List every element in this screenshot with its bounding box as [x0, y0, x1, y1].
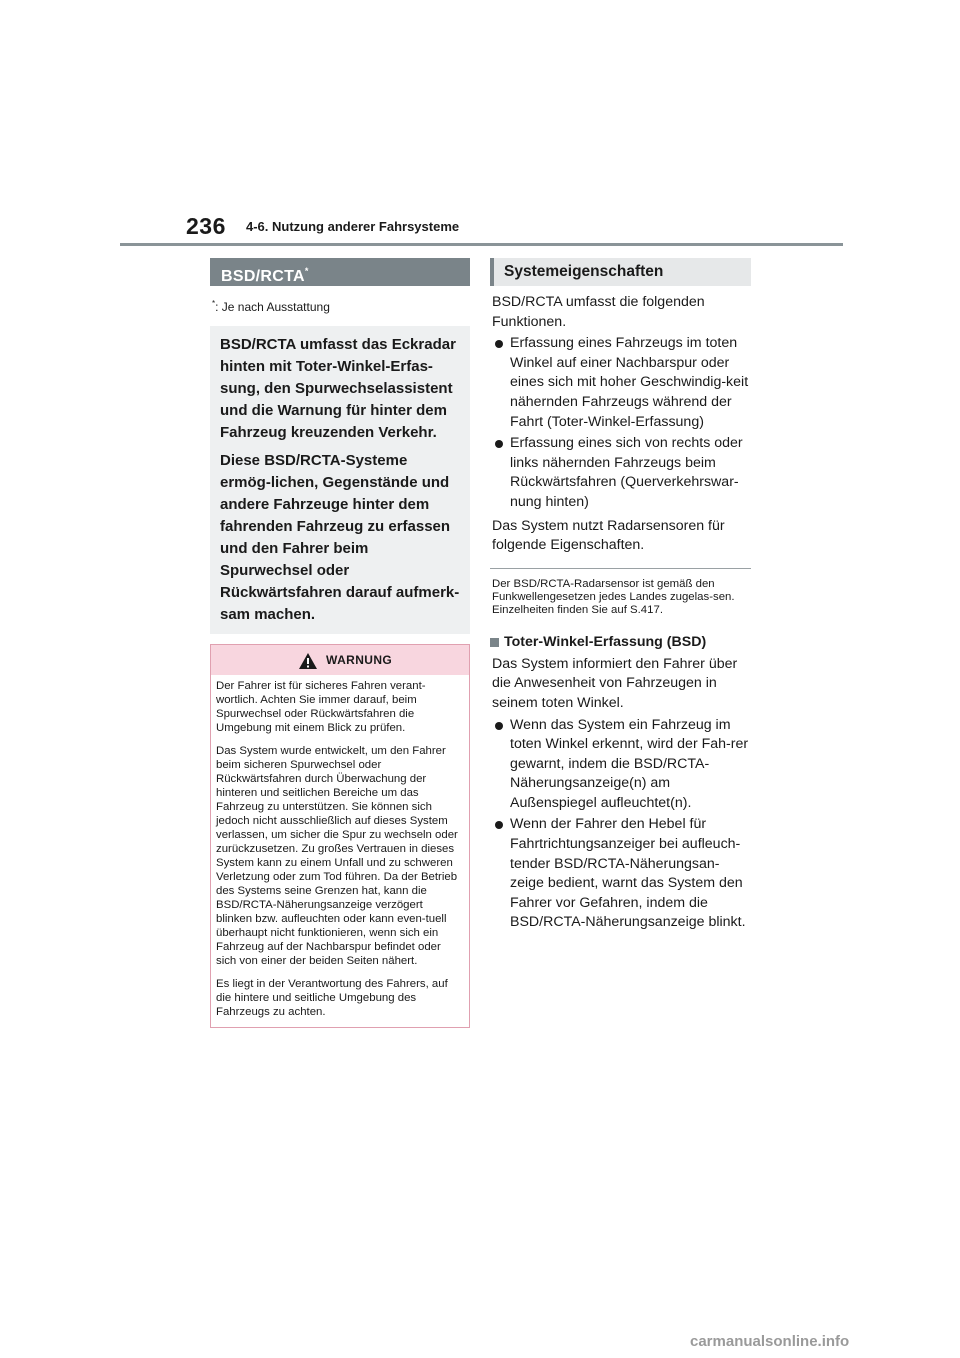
bullet-icon — [495, 340, 503, 348]
intro-paragraph: BSD/RCTA umfasst das Eckradar hinten mit Toter-Winkel-Erfas-sung, den Spurwechselassistent und die Warnung für hinter dem Fahrzeug kreuzenden Verkehr. — [220, 336, 456, 441]
left-column — [210, 258, 470, 1028]
list-item — [490, 434, 751, 512]
chapter-title: 4-6. Nutzung anderer Fahrsysteme — [246, 219, 460, 234]
bsd-list — [490, 716, 751, 934]
square-bullet-icon — [490, 638, 499, 647]
footnote-marker: * — [212, 299, 216, 308]
watermark: carmanualsonline.info — [690, 1333, 850, 1350]
warning-box — [210, 644, 470, 1028]
subheading-text: Toter-Winkel-Erfassung (BSD) — [504, 633, 707, 650]
heading-asterisk: * — [304, 266, 309, 276]
page-number: 236 — [186, 213, 226, 239]
list-item — [490, 815, 751, 933]
warning-header — [211, 645, 469, 675]
section-heading-bsd-rcta — [210, 258, 470, 286]
subheading-bsd — [490, 633, 751, 652]
footnote — [212, 299, 470, 314]
warning-paragraph: Der Fahrer ist für sicheres Fahren verant-wortlich. Achten Sie immer darauf, beim Spurwechsel oder Rückwärtsfahren die Umgebung mit einem Blick zu prüfen. — [216, 680, 426, 734]
intro-box — [210, 326, 470, 634]
list-item-text: Wenn der Fahrer den Hebel für Fahrtrichtungsanzeiger bei aufleuch-tender BSD/RCTA-Näherungsan-zeige bedient, warnt das System den Fahrer vor Gefahren, indem die BSD/RCTA-Näherungsanzeige blinkt. — [510, 816, 746, 931]
bullet-icon — [495, 821, 503, 829]
functions-intro: BSD/RCTA umfasst die folgenden Funktionen. — [492, 294, 705, 330]
note-divider — [490, 568, 751, 569]
warning-title: WARNUNG — [326, 653, 393, 667]
list-item — [490, 334, 751, 432]
list-item-text: Erfassung eines Fahrzeugs im toten Winkel auf einer Nachbarspur oder eines sich mit hoher Geschwindig-keit nähernden Fahrzeugs während der Fahrt (Toter-Winkel-Erfassung) — [510, 335, 749, 430]
list-item-text: Erfassung eines sich von rechts oder links nähernden Fahrzeugs beim Rückwärtsfahren (Querverkehrswar-nung hinten) — [510, 435, 743, 510]
warning-body — [211, 675, 469, 1027]
bsd-intro: Das System informiert den Fahrer über die Anwesenheit von Fahrzeugen in seinem toten Winkel. — [492, 655, 738, 711]
intro-paragraph: Diese BSD/RCTA-Systeme ermög-lichen, Gegenstände und andere Fahrzeuge hinter dem fahrenden Fahrzeug zu erfassen und den Fahrer beim Spurwechsel oder Rückwärtsfahren darauf aufmerk-sam machen. — [220, 452, 460, 623]
warning-paragraph: Es liegt in der Verantwortung des Fahrers, auf die hintere und seitliche Umgebung des Fahrzeugs zu achten. — [216, 978, 448, 1018]
list-item — [490, 716, 751, 814]
section-heading-systemeigenschaften: Systemeigenschaften — [490, 258, 751, 286]
radar-text: Das System nutzt Radarsensoren für folgende Eigenschaften. — [492, 517, 725, 554]
header-rule — [120, 243, 843, 246]
footnote-text: : Je nach Ausstattung — [215, 300, 330, 314]
bullet-icon — [495, 440, 503, 448]
section-heading-text: BSD/RCTA — [221, 268, 305, 285]
right-column — [490, 258, 751, 935]
radar-note: Der BSD/RCTA-Radarsensor ist gemäß den Funkwellengesetzen jedes Landes zugelas-sen. Einzelheiten finden Sie auf S.417. — [492, 577, 735, 616]
warning-triangle-icon — [298, 652, 318, 670]
bullet-icon — [495, 722, 503, 730]
functions-list — [490, 334, 751, 512]
list-item-text: Wenn das System ein Fahrzeug im toten Winkel erkennt, wird der Fah-rer gewarnt, indem die BSD/RCTA-Näherungsanzeige(n) am Außenspiegel aufleuchtet(n). — [510, 716, 749, 811]
warning-paragraph: Das System wurde entwickelt, um den Fahrer beim sicheren Spurwechsel oder Rückwärtsfahren durch Überwachung der hinteren und seitlichen Bereiche um das Fahrzeug zu unterstützen. Sie können sich jedoch nicht ausschließlich auf dieses System verlassen, um sicher die Spur zu wechseln oder zurückzusetzen. Zu großes Vertrauen in dieses System kann zu einem Unfall und zu schweren Verletzung oder zum Tod führen. Da der Betrieb des Systems seine Grenzen hat, kann die BSD/RCTA-Näherungsanzeige verzögert blinken bzw. aufleuchten oder kann even-tuell überhaupt nicht funktionieren, wenn sich ein Fahrzeug auf der Nachbarspur befindet oder sich von einer der beiden Seiten nähert. — [216, 745, 458, 967]
